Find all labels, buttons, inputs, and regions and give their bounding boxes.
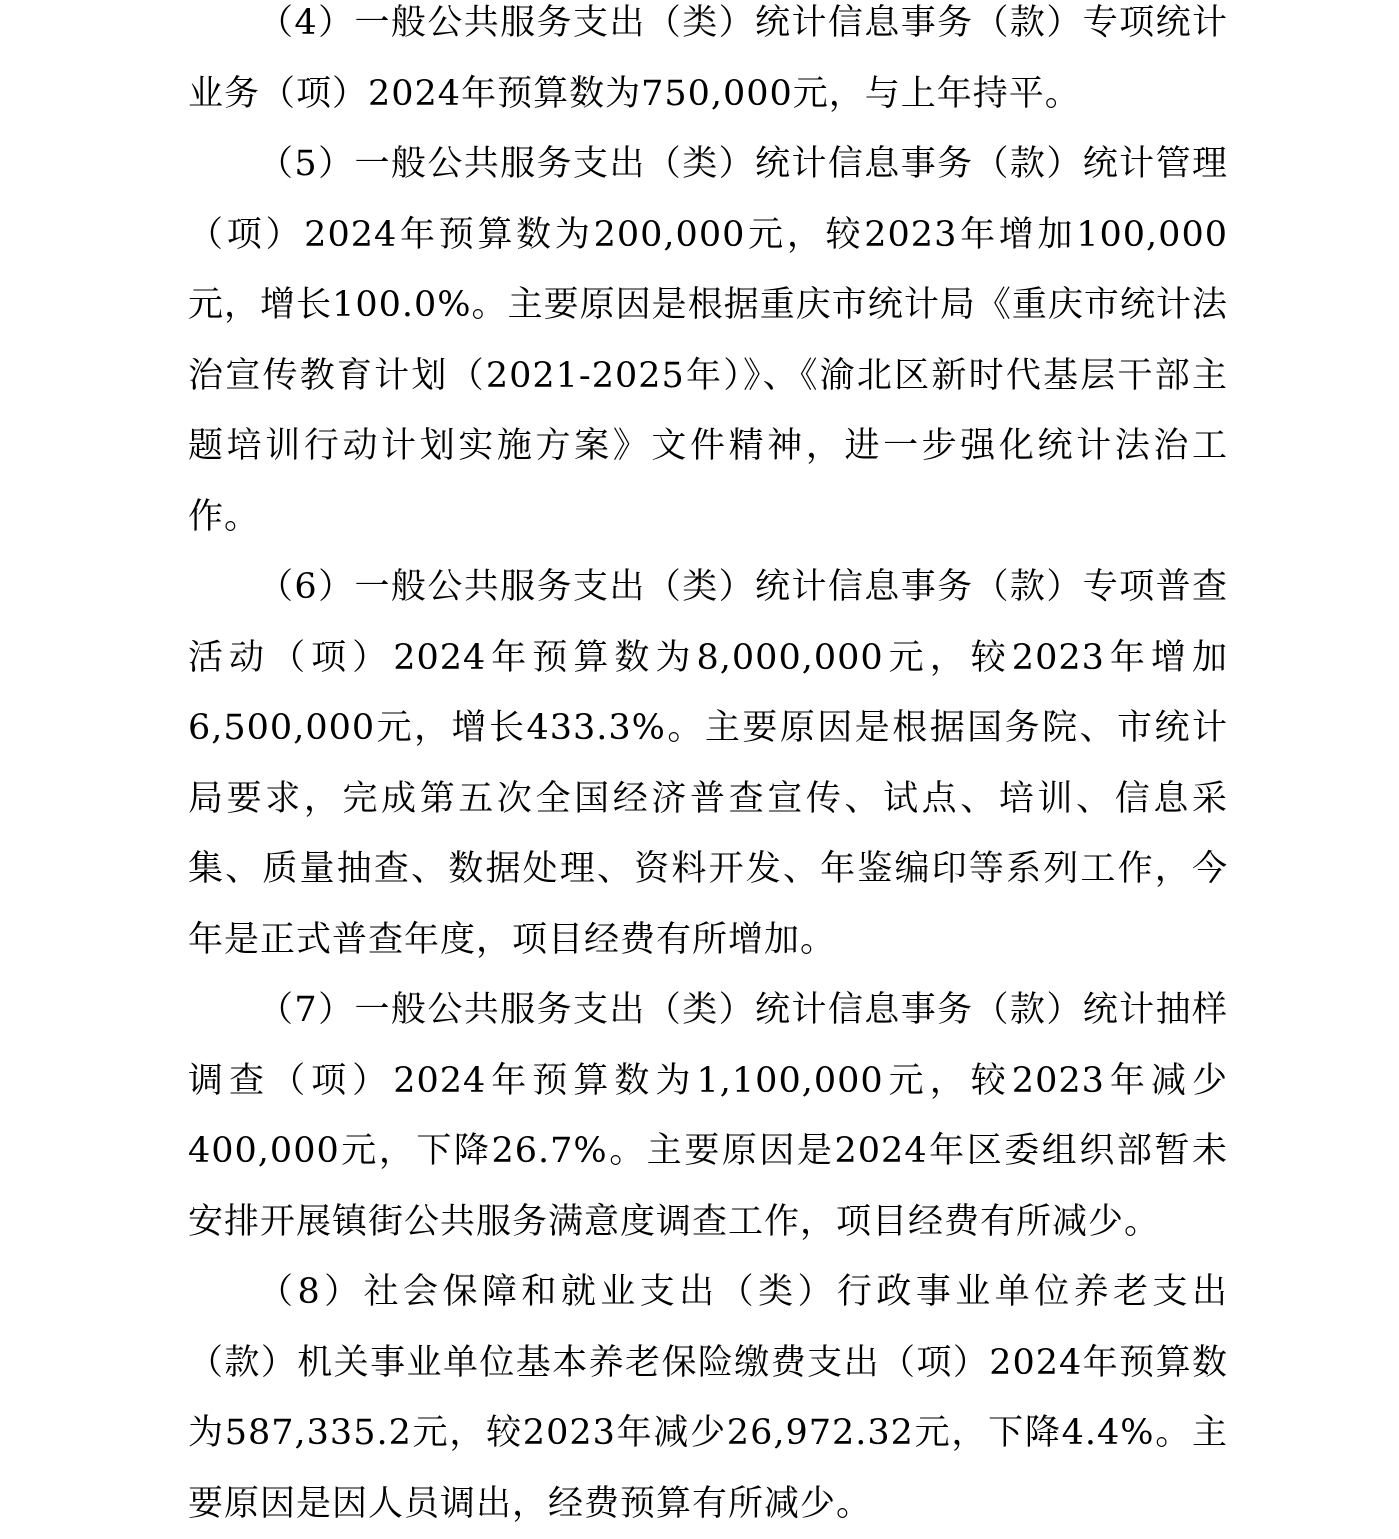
paragraph-item-8: （8）社会保障和就业支出（类）行政事业单位养老支出（款）机关事业单位基本养老保险缴费支出（项）2024年预算数为587,335.2元，较2023年减少26,972.32元，下降4.4%。主要原因是因人员调出，经费预算有所减少。	[188, 1272, 1228, 1524]
paragraph-item-4: （4）一般公共服务支出（类）统计信息事务（款）专项统计业务（项）2024年预算数为750,000元，与上年持平。	[188, 3, 1228, 114]
paragraph-item-5: （5）一般公共服务支出（类）统计信息事务（款）统计管理（项）2024年预算数为200,000元，较2023年增加100,000元，增长100.0%。主要原因是根据重庆市统计局《重庆市统计法治宣传教育计划（2021-2025年）》、《渝北区新时代基层干部主题培训行动计划实施方案》文件精神，进一步强化统计法治工作。	[188, 144, 1228, 537]
paragraph-item-6: （6）一般公共服务支出（类）统计信息事务（款）专项普查活动（项）2024年预算数为8,000,000元，较2023年增加6,500,000元，增长433.3%。主要原因是根据国务院、市统计局要求，完成第五次全国经济普查宣传、试点、培训、信息采集、质量抽查、数据处理、资料开发、年鉴编印等系列工作，今年是正式普查年度，项目经费有所增加。	[188, 567, 1228, 960]
paragraph-item-7: （7）一般公共服务支出（类）统计信息事务（款）统计抽样调查（项）2024年预算数为1,100,000元，较2023年减少400,000元，下降26.7%。主要原因是2024年区委组织部暂未安排开展镇街公共服务满意度调查工作，项目经费有所减少。	[188, 990, 1228, 1242]
document-body	[188, 0, 1228, 1539]
